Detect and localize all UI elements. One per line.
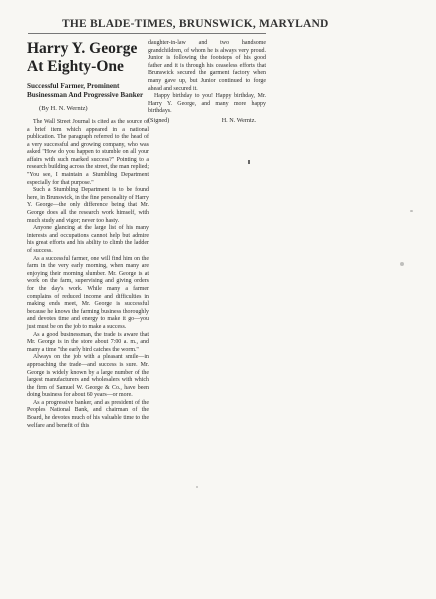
byline: (By H. N. Werntz) [39, 105, 88, 113]
subhead: Successful Farmer, Prominent Businessman And Progressive Banker [27, 82, 144, 100]
paragraph: The Wall Street Journal is cited as the source of a brief item which appeared in a national publication. The paragraph referred to the head of a very successful and growing company, who was asked "How do you happen to stumble on all your affairs with such marked success?" Pointing to a research building across the street, the man replied; "You see, I maintain a Stumbling Department especially for that purpose." [27, 118, 150, 186]
article-column-right [148, 40, 266, 125]
ink-speck [196, 486, 198, 488]
ink-speck [400, 262, 404, 266]
signed-name: H. N. Werntz. [221, 116, 256, 124]
masthead: THE BLADE-TIMES, BRUNSWICK, MARYLAND [62, 18, 329, 30]
masthead-rule [28, 33, 266, 34]
signature-line [148, 117, 266, 125]
signed-label: (Signed) [148, 116, 170, 124]
paragraph: Happy birthday to you! Happy birthday, Mr. Harry Y. George, and many more happy birthdays. [148, 93, 266, 115]
paragraph: Anyone glancing at the large list of his many interests and occupations cannot help but admire his great efforts and his ability to climb the ladder of success. [27, 225, 149, 254]
paragraph: As a progressive banker, and as president of the Peoples National Bank, and chairman of the Board, he devotes much of his valuable time to the welfare and benefit of this [27, 399, 149, 429]
paragraph: Such a Stumbling Department is to be found here, in Brunswick, in the fine personality of Harry Y. George—the only difference being that Mr. George does all the research work himself, with much study and vigor; never too hasty. [27, 187, 149, 224]
paragraph: As a successful farmer, one will find him on the farm in the very early morning, when many are enjoying their morning slumber. Mr. George is at work on the farm, supervising and giving orders for the day's work. While many a farmer complains of reduced income and difficulties in making ends meet, Mr. George is successful because he knows the farming business thoroughly and devotes time and energy to make it go—you just must be on the job to make a success. [27, 255, 149, 330]
paragraph: Always on the job with a pleasant smile—in approaching the trade—and success is sure. Mr. George is widely known by a large number of the largest manufacturers and wholesalers with which the firm of Samuel W. George & Co., have been doing business for about 60 years—or more. [27, 354, 149, 399]
ink-mark [248, 160, 250, 164]
paragraph: As a good businessman, the trade is aware that Mr. George is in the store about 7:00 a. m., and many a time "the early bird catches the worm." [27, 331, 149, 353]
paragraph: daughter-in-law and two handsome grandchildren, of whom he is always very proud. Junior is following the footsteps of his good father and it is through his ceaseless efforts that Brunswick secured the garment factory when many gave up, but Junior continued to forge ahead and secured it. [148, 40, 266, 92]
ink-speck [410, 210, 413, 212]
article-column-left [27, 40, 149, 430]
headline: Harry Y. George At Eighty-One [27, 40, 138, 75]
